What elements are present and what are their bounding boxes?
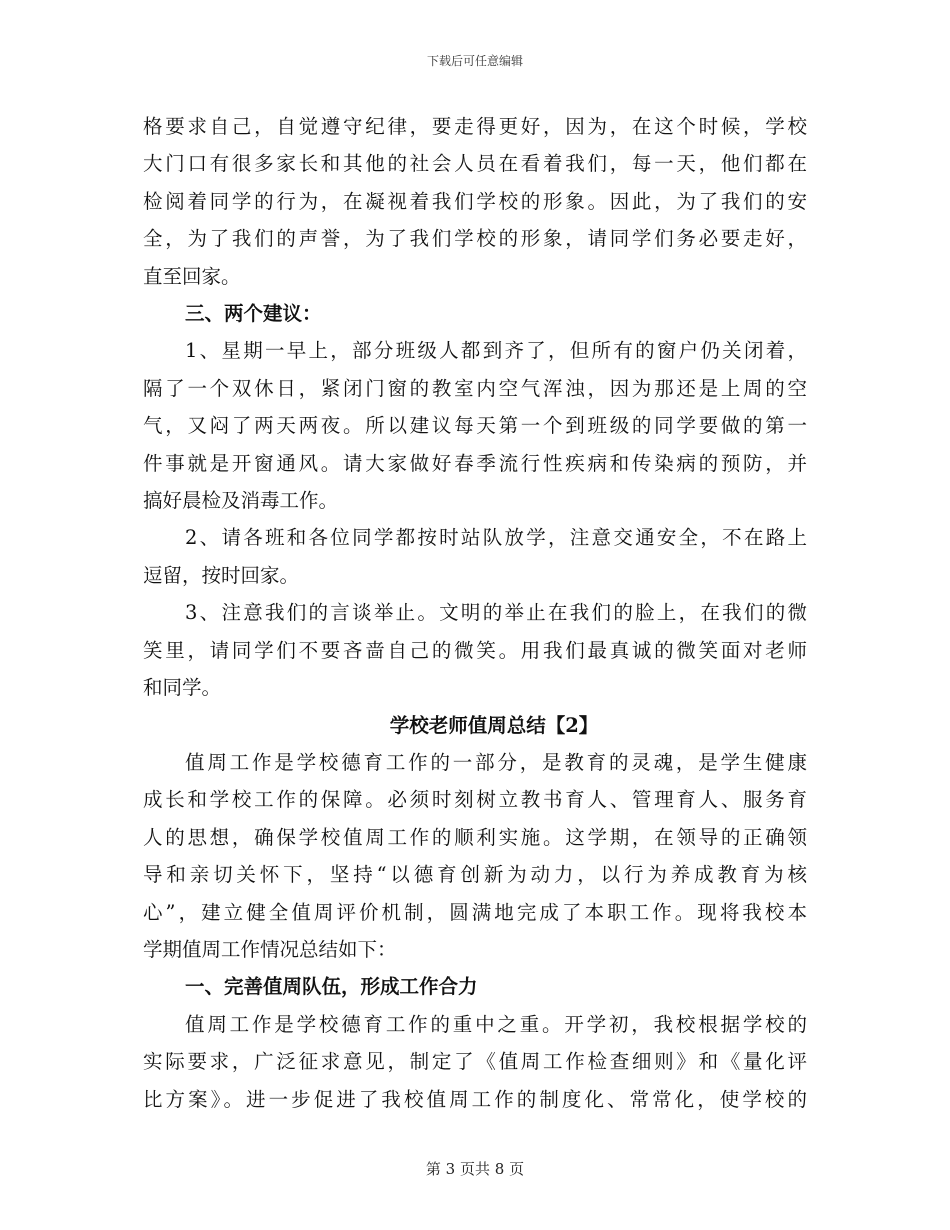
text-line: 全，为了我们的声誉，为了我们学校的形象，请同学们务必要走好， [143,227,807,251]
text-line: 比方案》。进一步促进了我校值周工作的制度化、常常化，使学校的 [143,1087,807,1111]
text-line: 和同学。 [143,676,222,700]
text-line: 件事就是开窗通风。请大家做好春季流行性疾病和传染病的预防，并 [143,451,807,475]
text-line: 值周工作是学校德育工作的重中之重。开学初，我校根据学校的 [185,1012,807,1036]
text-line: 笑里，请同学们不要吝啬自己的微笑。用我们最真诚的微笑面对老师 [143,638,807,662]
document-body [143,108,807,1118]
text-line: 成长和学校工作的保障。必须时刻树立教书育人、管理育人、服务育 [143,788,807,812]
text-line: 检阅着同学的行为，在凝视着我们学校的形象。因此，为了我们的安 [143,189,807,213]
text-line: 1、星期一早上，部分班级人都到齐了，但所有的窗户仍关闭着， [185,339,807,363]
section-heading: 三、两个建议： [185,302,322,326]
text-line: 2、请各班和各位同学都按时站队放学，注意交通安全，不在路上 [185,526,807,550]
text-line: 直至回家。 [143,264,241,288]
text-line: 3、注意我们的言谈举止。文明的举止在我们的脸上，在我们的微 [185,601,807,625]
text-line: 心”，建立健全值周评价机制，圆满地完成了本职工作。现将我校本 [143,900,807,924]
text-line: 值周工作是学校德育工作的一部分，是教育的灵魂，是学生健康 [185,750,807,774]
text-line: 气，又闷了两天两夜。所以建议每天第一个到班级的同学要做的第一 [143,414,807,438]
page-header: 下载后可任意编辑 [426,54,523,68]
text-line: 逗留，按时回家。 [143,563,300,587]
text-line: 格要求自己，自觉遵守纪律，要走得更好，因为，在这个时候，学校 [143,115,807,138]
text-line: 学期值周工作情况总结如下： [143,937,397,961]
section-heading: 一、完善值周队伍，形成工作合力 [185,975,478,999]
page-footer: 第 3 页共 8 页 [425,1160,525,1178]
text-line: 导和亲切关怀下，坚持“以德育创新为动力，以行为养成教育为核 [143,863,807,887]
text-line: 实际要求，广泛征求意见，制定了《值周工作检查细则》和《量化评 [143,1050,807,1074]
text-line: 大门口有很多家长和其他的社会人员在看着我们，每一天，他们都在 [143,152,807,176]
text-line: 搞好晨检及消毒工作。 [143,489,339,513]
section-title: 学校老师值周总结【2】 [389,713,599,737]
text-line: 隔了一个双休日，紧闭门窗的教室内空气浑浊，因为那还是上周的空 [143,376,807,400]
text-line: 人的思想，确保学校值周工作的顺利实施。这学期，在领导的正确领 [143,825,807,849]
